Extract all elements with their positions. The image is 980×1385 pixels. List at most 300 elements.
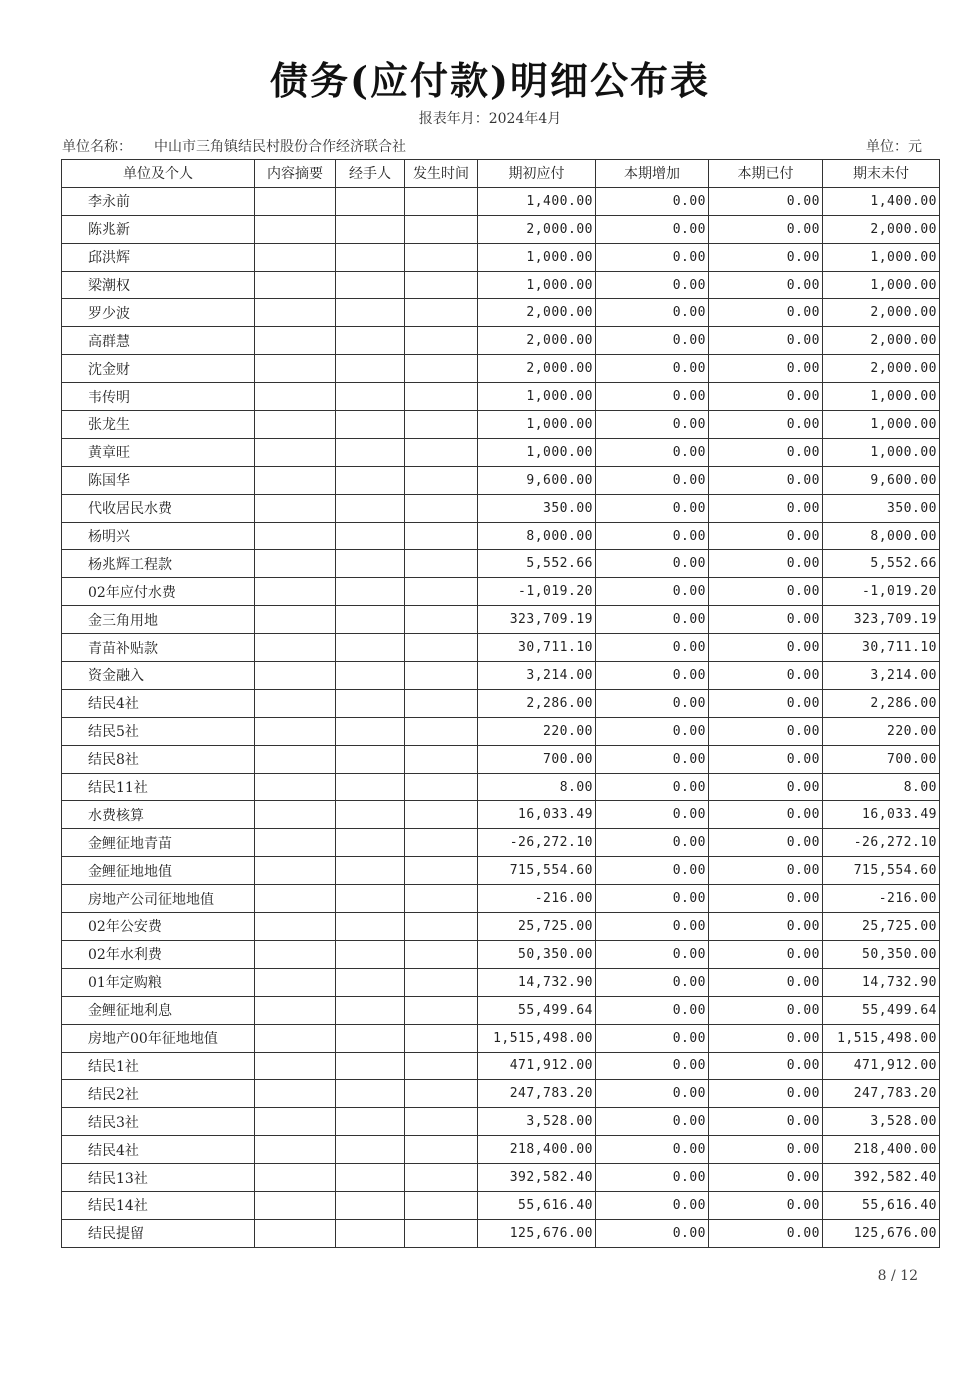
closing-cell: 1,000.00	[823, 383, 940, 411]
paid-cell: 0.00	[709, 996, 823, 1024]
table-row	[62, 411, 940, 439]
time-cell	[405, 494, 478, 522]
row-name-cell: 青苗补贴款	[62, 634, 255, 662]
paid-cell: 0.00	[709, 243, 823, 271]
table-row	[62, 1108, 940, 1136]
closing-cell: 350.00	[823, 494, 940, 522]
increase-cell: 0.00	[596, 1108, 709, 1136]
row-name-cell: 结民4社	[62, 689, 255, 717]
table-row	[62, 940, 940, 968]
handler-cell	[336, 522, 405, 550]
opening-cell: 55,499.64	[478, 996, 596, 1024]
opening-cell: 220.00	[478, 717, 596, 745]
row-name-cell: 02年公安费	[62, 913, 255, 941]
opening-cell: 1,000.00	[478, 383, 596, 411]
row-name-cell: 结民8社	[62, 745, 255, 773]
closing-cell: 2,286.00	[823, 689, 940, 717]
handler-cell	[336, 1219, 405, 1247]
paid-cell: 0.00	[709, 606, 823, 634]
row-name-cell: 韦传明	[62, 383, 255, 411]
paid-cell: 0.00	[709, 550, 823, 578]
paid-cell: 0.00	[709, 829, 823, 857]
increase-cell: 0.00	[596, 829, 709, 857]
opening-cell: 715,554.60	[478, 857, 596, 885]
row-name-cell: 房地产00年征地地值	[62, 1024, 255, 1052]
table-row	[62, 438, 940, 466]
table-row	[62, 271, 940, 299]
summary-cell	[255, 662, 336, 690]
paid-cell: 0.00	[709, 940, 823, 968]
time-cell	[405, 383, 478, 411]
row-name-cell: 罗少波	[62, 299, 255, 327]
table-row	[62, 1080, 940, 1108]
handler-cell	[336, 327, 405, 355]
table-row	[62, 243, 940, 271]
time-cell	[405, 801, 478, 829]
unit-info	[62, 136, 406, 156]
handler-cell	[336, 1191, 405, 1219]
row-name-cell: 金鲤征地地值	[62, 857, 255, 885]
opening-cell: -1,019.20	[478, 578, 596, 606]
increase-cell: 0.00	[596, 801, 709, 829]
summary-cell	[255, 885, 336, 913]
table-row	[62, 187, 940, 215]
table-row	[62, 1191, 940, 1219]
increase-cell: 0.00	[596, 913, 709, 941]
handler-cell	[336, 299, 405, 327]
column-header: 发生时间	[405, 160, 478, 188]
unit-line	[62, 136, 922, 156]
opening-cell: 392,582.40	[478, 1164, 596, 1192]
closing-cell: 1,000.00	[823, 411, 940, 439]
closing-cell: 14,732.90	[823, 968, 940, 996]
table-row	[62, 662, 940, 690]
paid-cell: 0.00	[709, 968, 823, 996]
paid-cell: 0.00	[709, 411, 823, 439]
row-name-cell: 结民5社	[62, 717, 255, 745]
row-name-cell: 结民13社	[62, 1164, 255, 1192]
handler-cell	[336, 215, 405, 243]
summary-cell	[255, 466, 336, 494]
opening-cell: 471,912.00	[478, 1052, 596, 1080]
increase-cell: 0.00	[596, 662, 709, 690]
table-row	[62, 355, 940, 383]
paid-cell: 0.00	[709, 1136, 823, 1164]
paid-cell: 0.00	[709, 1219, 823, 1247]
row-name-cell: 邱洪辉	[62, 243, 255, 271]
closing-cell: 2,000.00	[823, 215, 940, 243]
handler-cell	[336, 745, 405, 773]
handler-cell	[336, 773, 405, 801]
table-row	[62, 773, 940, 801]
closing-cell: 1,400.00	[823, 187, 940, 215]
increase-cell: 0.00	[596, 355, 709, 383]
summary-cell	[255, 968, 336, 996]
summary-cell	[255, 773, 336, 801]
page-number: 8 / 12	[877, 1268, 918, 1284]
row-name-cell: 结民11社	[62, 773, 255, 801]
time-cell	[405, 578, 478, 606]
summary-cell	[255, 355, 336, 383]
summary-cell	[255, 1108, 336, 1136]
closing-cell: 3,528.00	[823, 1108, 940, 1136]
row-name-cell: 结民3社	[62, 1108, 255, 1136]
handler-cell	[336, 578, 405, 606]
page-title: 债务(应付款)明细公布表	[270, 58, 710, 103]
table-row	[62, 913, 940, 941]
paid-cell: 0.00	[709, 522, 823, 550]
time-cell	[405, 550, 478, 578]
time-cell	[405, 1080, 478, 1108]
opening-cell: 2,000.00	[478, 215, 596, 243]
paid-cell: 0.00	[709, 689, 823, 717]
summary-cell	[255, 215, 336, 243]
handler-cell	[336, 411, 405, 439]
report-date: 报表年月：2024年4月	[418, 111, 562, 127]
closing-cell: 2,000.00	[823, 355, 940, 383]
time-cell	[405, 438, 478, 466]
summary-cell	[255, 327, 336, 355]
summary-cell	[255, 1219, 336, 1247]
increase-cell: 0.00	[596, 550, 709, 578]
opening-cell: 16,033.49	[478, 801, 596, 829]
opening-cell: 50,350.00	[478, 940, 596, 968]
closing-cell: 1,515,498.00	[823, 1024, 940, 1052]
opening-cell: 700.00	[478, 745, 596, 773]
row-name-cell: 张龙生	[62, 411, 255, 439]
summary-cell	[255, 550, 336, 578]
handler-cell	[336, 383, 405, 411]
row-name-cell: 02年水利费	[62, 940, 255, 968]
time-cell	[405, 968, 478, 996]
row-name-cell: 水费核算	[62, 801, 255, 829]
summary-cell	[255, 494, 336, 522]
paid-cell: 0.00	[709, 383, 823, 411]
opening-cell: 1,400.00	[478, 187, 596, 215]
paid-cell: 0.00	[709, 1191, 823, 1219]
table-row	[62, 522, 940, 550]
handler-cell	[336, 940, 405, 968]
opening-cell: 9,600.00	[478, 466, 596, 494]
table-row	[62, 1164, 940, 1192]
increase-cell: 0.00	[596, 466, 709, 494]
row-name-cell: 金鲤征地利息	[62, 996, 255, 1024]
summary-cell	[255, 940, 336, 968]
row-name-cell: 结民14社	[62, 1191, 255, 1219]
closing-cell: 1,000.00	[823, 243, 940, 271]
time-cell	[405, 187, 478, 215]
table-row	[62, 215, 940, 243]
increase-cell: 0.00	[596, 411, 709, 439]
opening-cell: 55,616.40	[478, 1191, 596, 1219]
paid-cell: 0.00	[709, 271, 823, 299]
summary-cell	[255, 299, 336, 327]
opening-cell: 1,515,498.00	[478, 1024, 596, 1052]
closing-cell: 715,554.60	[823, 857, 940, 885]
summary-cell	[255, 606, 336, 634]
increase-cell: 0.00	[596, 1219, 709, 1247]
opening-cell: 323,709.19	[478, 606, 596, 634]
increase-cell: 0.00	[596, 215, 709, 243]
summary-cell	[255, 1024, 336, 1052]
closing-cell: 218,400.00	[823, 1136, 940, 1164]
paid-cell: 0.00	[709, 438, 823, 466]
increase-cell: 0.00	[596, 494, 709, 522]
handler-cell	[336, 885, 405, 913]
increase-cell: 0.00	[596, 1191, 709, 1219]
row-name-cell: 高群慧	[62, 327, 255, 355]
opening-cell: 1,000.00	[478, 411, 596, 439]
summary-cell	[255, 913, 336, 941]
closing-cell: 30,711.10	[823, 634, 940, 662]
opening-cell: 2,000.00	[478, 327, 596, 355]
handler-cell	[336, 466, 405, 494]
table-row	[62, 885, 940, 913]
handler-cell	[336, 857, 405, 885]
closing-cell: -1,019.20	[823, 578, 940, 606]
table-row	[62, 466, 940, 494]
row-name-cell: 黄章旺	[62, 438, 255, 466]
handler-cell	[336, 662, 405, 690]
row-name-cell: 陈兆新	[62, 215, 255, 243]
table-row	[62, 857, 940, 885]
increase-cell: 0.00	[596, 1052, 709, 1080]
closing-cell: 8.00	[823, 773, 940, 801]
closing-cell: 2,000.00	[823, 327, 940, 355]
table-row	[62, 689, 940, 717]
opening-cell: 125,676.00	[478, 1219, 596, 1247]
opening-cell: 30,711.10	[478, 634, 596, 662]
paid-cell: 0.00	[709, 1024, 823, 1052]
closing-cell: 125,676.00	[823, 1219, 940, 1247]
increase-cell: 0.00	[596, 299, 709, 327]
closing-cell: 9,600.00	[823, 466, 940, 494]
handler-cell	[336, 634, 405, 662]
closing-cell: 392,582.40	[823, 1164, 940, 1192]
closing-cell: -26,272.10	[823, 829, 940, 857]
time-cell	[405, 1191, 478, 1219]
table-row	[62, 717, 940, 745]
closing-cell: 247,783.20	[823, 1080, 940, 1108]
time-cell	[405, 662, 478, 690]
handler-cell	[336, 494, 405, 522]
time-cell	[405, 327, 478, 355]
increase-cell: 0.00	[596, 885, 709, 913]
summary-cell	[255, 857, 336, 885]
closing-cell: 5,552.66	[823, 550, 940, 578]
paid-cell: 0.00	[709, 1108, 823, 1136]
handler-cell	[336, 913, 405, 941]
opening-cell: 3,528.00	[478, 1108, 596, 1136]
row-name-cell: 梁潮权	[62, 271, 255, 299]
increase-cell: 0.00	[596, 773, 709, 801]
summary-cell	[255, 383, 336, 411]
time-cell	[405, 829, 478, 857]
time-cell	[405, 1164, 478, 1192]
opening-cell: 8,000.00	[478, 522, 596, 550]
increase-cell: 0.00	[596, 940, 709, 968]
time-cell	[405, 522, 478, 550]
handler-cell	[336, 996, 405, 1024]
row-name-cell: 李永前	[62, 187, 255, 215]
time-cell	[405, 1052, 478, 1080]
time-cell	[405, 1219, 478, 1247]
summary-cell	[255, 243, 336, 271]
paid-cell: 0.00	[709, 801, 823, 829]
table-row	[62, 1052, 940, 1080]
handler-cell	[336, 1108, 405, 1136]
time-cell	[405, 717, 478, 745]
row-name-cell: 01年定购粮	[62, 968, 255, 996]
increase-cell: 0.00	[596, 1024, 709, 1052]
row-name-cell: 代收居民水费	[62, 494, 255, 522]
increase-cell: 0.00	[596, 606, 709, 634]
paid-cell: 0.00	[709, 215, 823, 243]
time-cell	[405, 215, 478, 243]
paid-cell: 0.00	[709, 494, 823, 522]
increase-cell: 0.00	[596, 243, 709, 271]
column-header: 本期增加	[596, 160, 709, 188]
summary-cell	[255, 1052, 336, 1080]
column-header: 期末未付	[823, 160, 940, 188]
table-row	[62, 996, 940, 1024]
increase-cell: 0.00	[596, 327, 709, 355]
closing-cell: 1,000.00	[823, 438, 940, 466]
time-cell	[405, 885, 478, 913]
handler-cell	[336, 187, 405, 215]
summary-cell	[255, 438, 336, 466]
time-cell	[405, 606, 478, 634]
closing-cell: 2,000.00	[823, 299, 940, 327]
closing-cell: 3,214.00	[823, 662, 940, 690]
closing-cell: 1,000.00	[823, 271, 940, 299]
row-name-cell: 结民提留	[62, 1219, 255, 1247]
increase-cell: 0.00	[596, 1164, 709, 1192]
handler-cell	[336, 243, 405, 271]
time-cell	[405, 1108, 478, 1136]
debt-table	[61, 159, 940, 1248]
opening-cell: 1,000.00	[478, 438, 596, 466]
summary-cell	[255, 1191, 336, 1219]
increase-cell: 0.00	[596, 689, 709, 717]
opening-cell: 350.00	[478, 494, 596, 522]
row-name-cell: 02年应付水费	[62, 578, 255, 606]
handler-cell	[336, 438, 405, 466]
table-row	[62, 634, 940, 662]
summary-cell	[255, 271, 336, 299]
table-row	[62, 801, 940, 829]
unit-label: 单位名称：	[62, 139, 132, 155]
handler-cell	[336, 271, 405, 299]
time-cell	[405, 271, 478, 299]
paid-cell: 0.00	[709, 299, 823, 327]
handler-cell	[336, 1024, 405, 1052]
time-cell	[405, 411, 478, 439]
paid-cell: 0.00	[709, 745, 823, 773]
increase-cell: 0.00	[596, 717, 709, 745]
opening-cell: 14,732.90	[478, 968, 596, 996]
row-name-cell: 资金融入	[62, 662, 255, 690]
closing-cell: 700.00	[823, 745, 940, 773]
table-row	[62, 327, 940, 355]
increase-cell: 0.00	[596, 968, 709, 996]
opening-cell: 8.00	[478, 773, 596, 801]
increase-cell: 0.00	[596, 187, 709, 215]
table-body	[62, 187, 940, 1247]
column-header: 本期已付	[709, 160, 823, 188]
paid-cell: 0.00	[709, 773, 823, 801]
handler-cell	[336, 689, 405, 717]
paid-cell: 0.00	[709, 634, 823, 662]
handler-cell	[336, 1164, 405, 1192]
opening-cell: 2,000.00	[478, 299, 596, 327]
opening-cell: 2,286.00	[478, 689, 596, 717]
opening-cell: 1,000.00	[478, 271, 596, 299]
closing-cell: 25,725.00	[823, 913, 940, 941]
paid-cell: 0.00	[709, 1164, 823, 1192]
opening-cell: 247,783.20	[478, 1080, 596, 1108]
row-name-cell: 沈金财	[62, 355, 255, 383]
increase-cell: 0.00	[596, 1080, 709, 1108]
time-cell	[405, 745, 478, 773]
increase-cell: 0.00	[596, 857, 709, 885]
increase-cell: 0.00	[596, 438, 709, 466]
handler-cell	[336, 355, 405, 383]
increase-cell: 0.00	[596, 996, 709, 1024]
time-cell	[405, 940, 478, 968]
paid-cell: 0.00	[709, 327, 823, 355]
paid-cell: 0.00	[709, 662, 823, 690]
table-row	[62, 1024, 940, 1052]
row-name-cell: 杨兆辉工程款	[62, 550, 255, 578]
time-cell	[405, 689, 478, 717]
handler-cell	[336, 1052, 405, 1080]
table-row	[62, 1136, 940, 1164]
row-name-cell: 陈国华	[62, 466, 255, 494]
paid-cell: 0.00	[709, 578, 823, 606]
time-cell	[405, 857, 478, 885]
paid-cell: 0.00	[709, 355, 823, 383]
summary-cell	[255, 634, 336, 662]
handler-cell	[336, 717, 405, 745]
table-row	[62, 383, 940, 411]
row-name-cell: 结民1社	[62, 1052, 255, 1080]
handler-cell	[336, 606, 405, 634]
summary-cell	[255, 1136, 336, 1164]
summary-cell	[255, 745, 336, 773]
paid-cell: 0.00	[709, 1052, 823, 1080]
handler-cell	[336, 968, 405, 996]
closing-cell: 323,709.19	[823, 606, 940, 634]
increase-cell: 0.00	[596, 634, 709, 662]
increase-cell: 0.00	[596, 271, 709, 299]
table-row	[62, 745, 940, 773]
opening-cell: -26,272.10	[478, 829, 596, 857]
summary-cell	[255, 522, 336, 550]
table-row	[62, 606, 940, 634]
closing-cell: 220.00	[823, 717, 940, 745]
opening-cell: 2,000.00	[478, 355, 596, 383]
handler-cell	[336, 550, 405, 578]
column-header: 经手人	[336, 160, 405, 188]
summary-cell	[255, 801, 336, 829]
table-row	[62, 550, 940, 578]
time-cell	[405, 1136, 478, 1164]
column-header: 内容摘要	[255, 160, 336, 188]
table-row	[62, 968, 940, 996]
closing-cell: 50,350.00	[823, 940, 940, 968]
summary-cell	[255, 1164, 336, 1192]
